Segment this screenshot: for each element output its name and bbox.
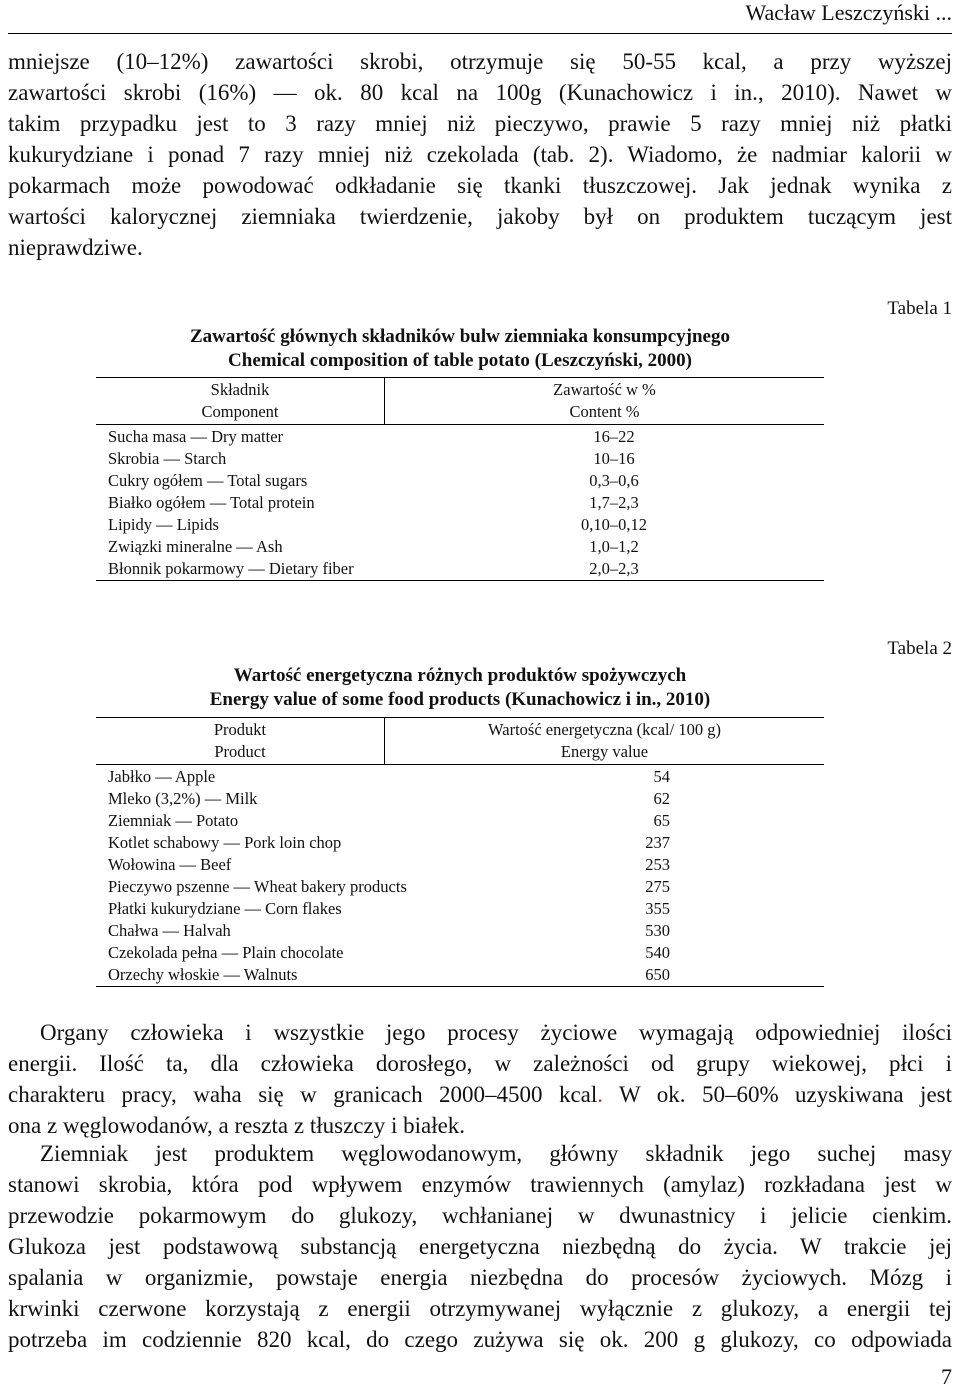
text-line: wartości kalorycznej ziemniaka twierdzenie, jakoby był on produktem tuczącym jest <box>8 204 952 229</box>
row-name: Wołowina — Beef <box>108 855 232 874</box>
row-name: Orzechy włoskie — Walnuts <box>108 965 298 984</box>
table-row <box>96 514 824 536</box>
text-segment: Organy człowieka i wszystkie jego procesy życiowe wymagają odpowiedniej ilości <box>40 1020 952 1045</box>
table1-col1-header <box>96 378 385 424</box>
row-name: Czekolada pełna — Plain chocolate <box>108 943 344 962</box>
table1-col2-en: Content % <box>569 402 640 421</box>
row-value: 540 <box>645 943 670 962</box>
row-name: Skrobia — Starch <box>108 449 227 468</box>
row-value: 0,3–0,6 <box>589 471 639 490</box>
table-row <box>96 964 824 986</box>
row-value: 2,0–2,3 <box>589 559 639 578</box>
table2-header <box>96 717 824 765</box>
text-segment: W ok. 50–60% uzyskiwana jest <box>603 1082 952 1107</box>
text-line: nieprawdziwe. <box>8 235 143 260</box>
row-value: 62 <box>653 789 670 808</box>
table1-title-pl: Zawartość głównych składników bulw ziemniaka konsumpcyjnego <box>189 326 730 347</box>
table1 <box>96 377 824 581</box>
table2-body <box>96 765 824 987</box>
row-name: Chałwa — Halvah <box>108 921 231 940</box>
energy-paragraph <box>8 1017 952 1141</box>
text-line: spalania w organizmie, powstaje energia niezbędna do procesów życiowych. Mózg i <box>8 1265 952 1290</box>
text-segment: charakteru pracy, waha się w granicach 2000–4500 kcal <box>8 1082 598 1107</box>
table2-title-pl: Wartość energetyczna różnych produktów spożywczych <box>233 665 687 686</box>
row-name: Ziemniak — Potato <box>108 811 239 830</box>
table-row <box>96 558 824 580</box>
text-line: mniejsze (10–12%) zawartości skrobi, otrzymuje się 50-55 kcal, a przy wyższej <box>8 49 952 74</box>
row-value: 253 <box>645 855 670 874</box>
table-row <box>96 788 824 810</box>
table1-header <box>96 377 824 425</box>
row-name: Pieczywo pszenne — Wheat bakery products <box>108 877 407 896</box>
table-row <box>96 470 824 492</box>
text-line: stanowi skrobia, która pod wpływem enzymów trawiennych (amylaz) rozkładana jest w <box>8 1172 952 1197</box>
row-value: 237 <box>645 833 670 852</box>
row-name: Błonnik pokarmowy — Dietary fiber <box>108 559 354 578</box>
table2-col1-header <box>96 718 385 764</box>
text-line: ona z węglowodanów, a reszta z tłuszczy i białek. <box>8 1113 466 1138</box>
table-row <box>96 898 824 920</box>
row-value: 530 <box>645 921 670 940</box>
row-name: Związki mineralne — Ash <box>108 537 283 556</box>
table1-col2-header <box>385 378 824 424</box>
table1-col1-pl: Składnik <box>210 380 270 399</box>
text-line: pokarmach może powodować odkładanie się tkanki tłuszczowej. Jak jednak wynika z <box>8 173 952 198</box>
text-line: zawartości skrobi (16%) — ok. 80 kcal na 100g (Kunachowicz i in., 2010). Nawet w <box>8 80 952 105</box>
text-line <box>8 1138 952 1169</box>
row-name: Jabłko — Apple <box>108 767 216 786</box>
row-name: Mleko (3,2%) — Milk <box>108 789 258 808</box>
text-line: krwinki czerwone korzystają z energii otrzymywanej wyłącznie z glukozy, a energii tej <box>8 1296 952 1321</box>
running-head: Wacław Leszczyński ... <box>745 0 952 25</box>
table-row <box>96 492 824 514</box>
table2 <box>96 717 824 987</box>
table-row <box>96 854 824 876</box>
table-row <box>96 810 824 832</box>
table2-col2-en: Energy value <box>560 742 649 761</box>
table-row <box>96 832 824 854</box>
row-value: 275 <box>645 877 670 896</box>
row-value: 0,10–0,12 <box>581 515 647 534</box>
row-value: 355 <box>645 899 670 918</box>
text-line: przewodzie pokarmowym do glukozy, wchłanianej w dwunastnicy i jelicie cienkim. <box>8 1203 952 1228</box>
header-rule <box>8 33 952 34</box>
intro-paragraph <box>8 46 952 263</box>
table-row <box>96 920 824 942</box>
table-row <box>96 426 824 448</box>
row-value: 54 <box>653 767 670 786</box>
table-row <box>96 448 824 470</box>
table1-col2-pl: Zawartość w % <box>553 380 656 399</box>
table1-label: Tabela 1 <box>887 298 952 319</box>
row-value: 10–16 <box>593 449 635 468</box>
row-name: Płatki kukurydziane — Corn flakes <box>108 899 342 918</box>
table-row <box>96 942 824 964</box>
text-segment: Ziemniak jest produktem węglowodanowym, główny składnik jego suchej masy <box>40 1141 952 1166</box>
row-name: Lipidy — Lipids <box>108 515 219 534</box>
table-row <box>96 536 824 558</box>
row-name: Kotlet schabowy — Pork loin chop <box>108 833 342 852</box>
potato-paragraph <box>8 1138 952 1355</box>
table2-col1-en: Product <box>214 742 266 761</box>
row-name: Cukry ogółem — Total sugars <box>108 471 308 490</box>
row-value: 1,7–2,3 <box>589 493 639 512</box>
row-value: 650 <box>645 965 670 984</box>
text-line: energii. Ilość ta, dla człowieka dorosłego, w zależności od grupy wiekowej, płci i <box>8 1051 952 1076</box>
text-line <box>8 1079 952 1110</box>
table1-title-en: Chemical composition of table potato (Leszczyński, 2000) <box>228 350 692 371</box>
table1-body <box>96 425 824 581</box>
text-line: kukurydziane i ponad 7 razy mniej niż czekolada (tab. 2). Wiadomo, że nadmiar kalorii w <box>8 142 952 167</box>
text-line: potrzeba im codziennie 820 kcal, do czego zużywa się ok. 200 g glukozy, co odpowiada <box>8 1327 952 1352</box>
table2-label: Tabela 2 <box>887 638 952 659</box>
page-number: 7 <box>941 1364 952 1389</box>
table2-col2-header <box>385 718 824 764</box>
accent-period: . <box>597 1082 604 1107</box>
text-line: Glukoza jest podstawową substancją energetyczna niezbędną do życia. W trakcie jej <box>8 1234 952 1259</box>
row-value: 16–22 <box>593 427 635 446</box>
row-value: 1,0–1,2 <box>589 537 639 556</box>
row-name: Białko ogółem — Total protein <box>108 493 315 512</box>
table1-col1-en: Component <box>201 402 279 421</box>
text-line <box>8 1017 952 1048</box>
row-value: 65 <box>653 811 670 830</box>
table2-col2-pl: Wartość energetyczna (kcal/ 100 g) <box>488 720 721 739</box>
row-name: Sucha masa — Dry matter <box>108 427 284 446</box>
text-line: takim przypadku jest to 3 razy mniej niż pieczywo, prawie 5 razy mniej niż płatki <box>8 111 952 136</box>
table2-title-en: Energy value of some food products (Kunachowicz i in., 2010) <box>209 689 711 710</box>
table2-col1-pl: Produkt <box>213 720 267 739</box>
table-row <box>96 876 824 898</box>
table-row <box>96 766 824 788</box>
